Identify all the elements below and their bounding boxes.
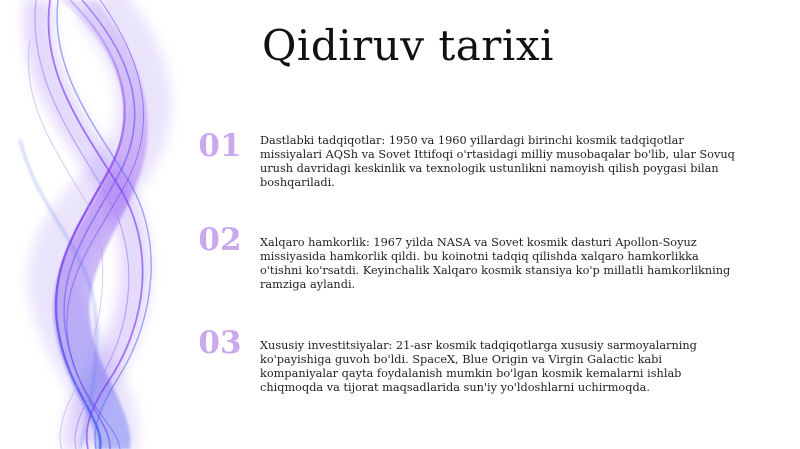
item-number: 02	[198, 222, 242, 258]
item-text: Xalqaro hamkorlik: 1967 yilda NASA va Sovet kosmik dasturi Apollon-Soyuz missiyasida hamkorlik qildi. bu koinotni tadqiq qilishda xalqaro hamkorlikka o'tishni ko'rsatdi. Keyinchalik Xalqaro kosmik stansiya ko'p millatli hamkorlikning ramziga aylandi.	[260, 236, 731, 291]
item-number: 01	[198, 128, 242, 164]
purple-smoke-ribbon-decoration	[0, 0, 190, 449]
item-text: Dastlabki tadqiqotlar: 1950 va 1960 yillardagi birinchi kosmik tadqiqotlar missiyalari AQSh va Sovet Ittifoqi o'rtasidagi milliy musobaqalar bo'lib, ular Sovuq urush davridagi keskinlik va texnologik ustunlikni namoyish qilish poygasi bilan boshqariladi.	[260, 134, 735, 189]
item-text: Xususiy investitsiyalar: 21-asr kosmik tadqiqotlarga xususiy sarmoyalarning ko'payishiga guvoh bo'ldi. SpaceX, Blue Origin va Virgin Galactic kabi kompaniyalar qayta foydalanish mumkin bo'lgan kosmik kemalarni ishlab chiqmoqda va tijorat maqsadlarida sun'iy yo'ldoshlarni uchirmoqda.	[260, 339, 697, 394]
slide-title: Qidiruv tarixi	[262, 21, 554, 70]
item-number: 03	[198, 325, 242, 361]
